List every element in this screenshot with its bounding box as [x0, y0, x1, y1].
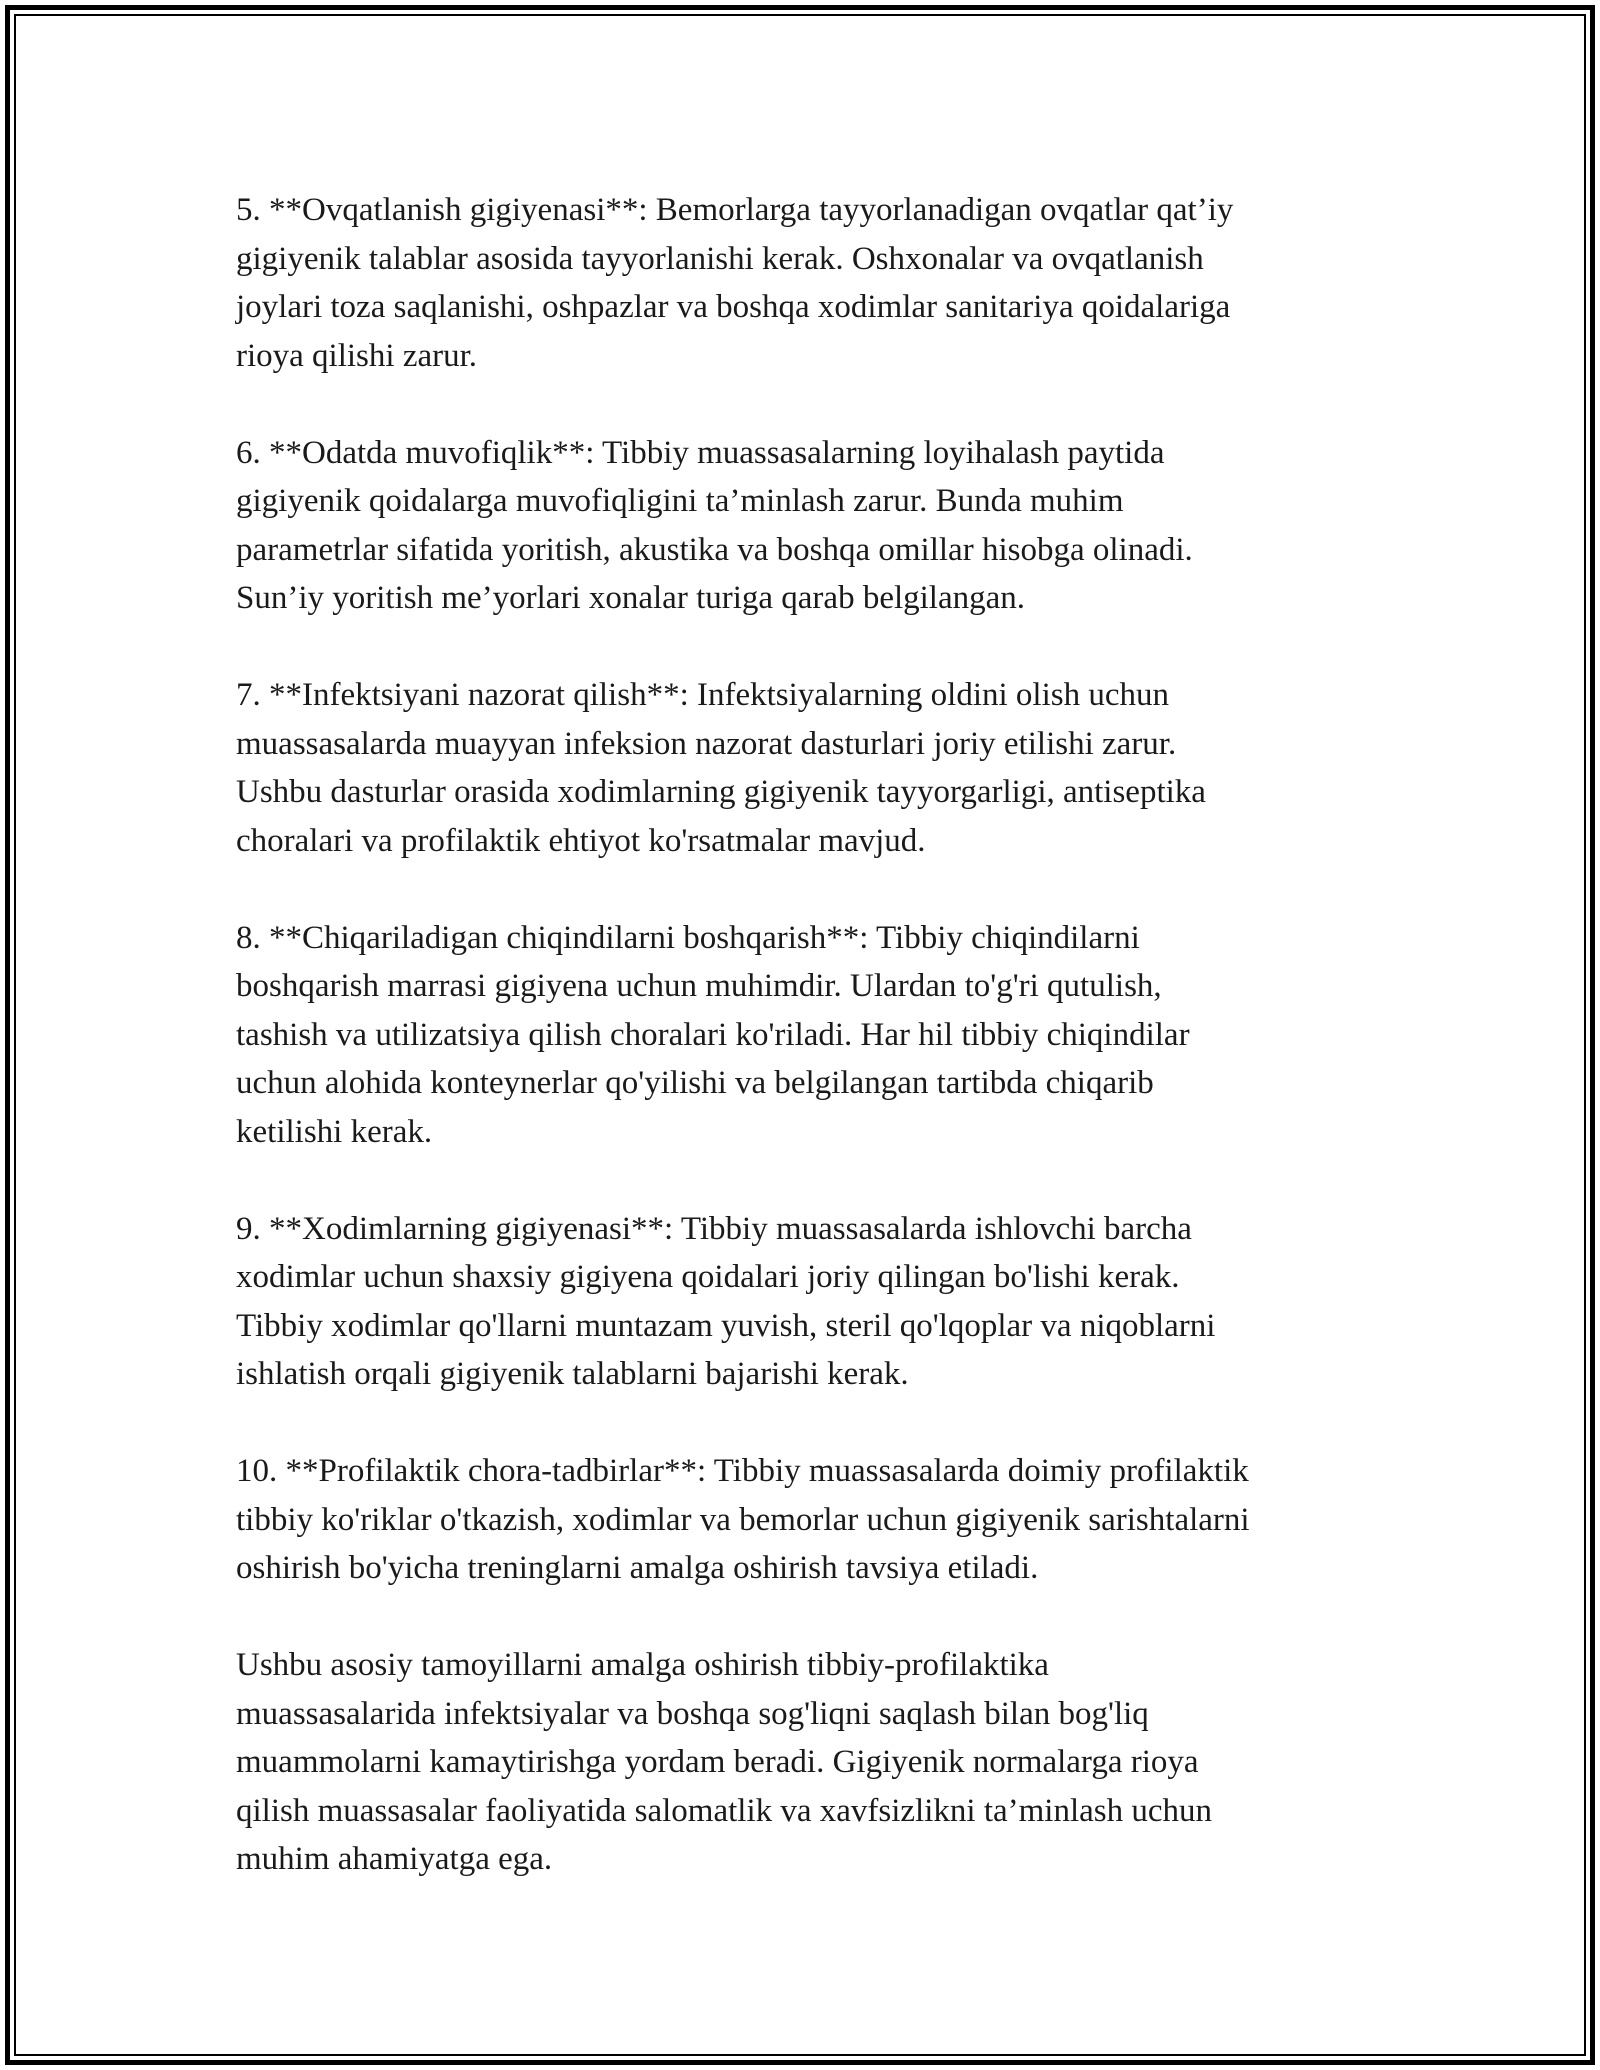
paragraph-staff-hygiene: 9. **Xodimlarning gigiyenasi**: Tibbiy muassasalarda ishlovchi barcha xodimlar uchun shaxsiy gigiyena qoidalari joriy qilingan bo'lishi kerak. Tibbiy xodimlar qo'llarni muntazam yuvish, steril qo'lqoplar va niqoblarni ishlatish orqali gigiyenik talablarni bajarishi kerak. [236, 1210, 1216, 1392]
document-body [236, 186, 1386, 1884]
paragraph-preventive-measures: 10. **Profilaktik chora-tadbirlar**: Tibbiy muassasalarda doimiy profilaktik tibbiy ko'riklar o'tkazish, xodimlar va bemorlar uchun gigiyenik sarishtalarni oshirish bo'yicha treninglarni amalga oshirish tavsiya etiladi. [236, 1453, 1250, 1586]
paragraph-conclusion: Ushbu asosiy tamoyillarni amalga oshirish tibbiy-profilaktika muassasalarida infektsiyalar va boshqa sog'liqni saqlash bilan bog'liq muammolarni kamaytirishga yordam beradi. Gigiyenik normalarga rioya qilish muassasalar faoliyatida salomatlik va xavfsizlikni ta’minlash uchun muhim ahamiyatga ega. [236, 1647, 1213, 1877]
paragraph-waste-management: 8. **Chiqariladigan chiqindilarni boshqarish**: Tibbiy chiqindilarni boshqarish marrasi gigiyena uchun muhimdir. Ulardan to'g'ri qutulish, tashish va utilizatsiya qilish choralari ko'riladi. Har hil tibbiy chiqindilar uchun alohida konteynerlar qo'yilishi va belgilangan tartibda chiqarib ketilishi kerak. [236, 919, 1190, 1150]
paragraph-food-hygiene: 5. **Ovqatlanish gigiyenasi**: Bemorlarga tayyorlanadigan ovqatlar qat’iy gigiyenik talablar asosida tayyorlanishi kerak. Oshxonalar va ovqatlanish joylari toza saqlanishi, oshpazlar va boshqa xodimlar sanitariya qoidalariga rioya qilishi zarur. [236, 192, 1234, 374]
paragraph-design-compliance: 6. **Odatda muvofiqlik**: Tibbiy muassasalarning loyihalash paytida gigiyenik qoidalarga muvofiqligini ta’minlash zarur. Bunda muhim parametrlar sifatida yoritish, akustika va boshqa omillar hisobga olinadi. Sun’iy yoritish me’yorlari xonalar turiga qarab belgilangan. [236, 434, 1193, 616]
paragraph-infection-control: 7. **Infektsiyani nazorat qilish**: Infektsiyalarning oldini olish uchun muassasalarda muayyan infeksion nazorat dasturlari joriy etilishi zarur. Ushbu dasturlar orasida xodimlarning gigiyenik tayyorgarligi, antiseptika choralari va profilaktik ehtiyot ko'rsatmalar mavjud. [236, 677, 1206, 859]
